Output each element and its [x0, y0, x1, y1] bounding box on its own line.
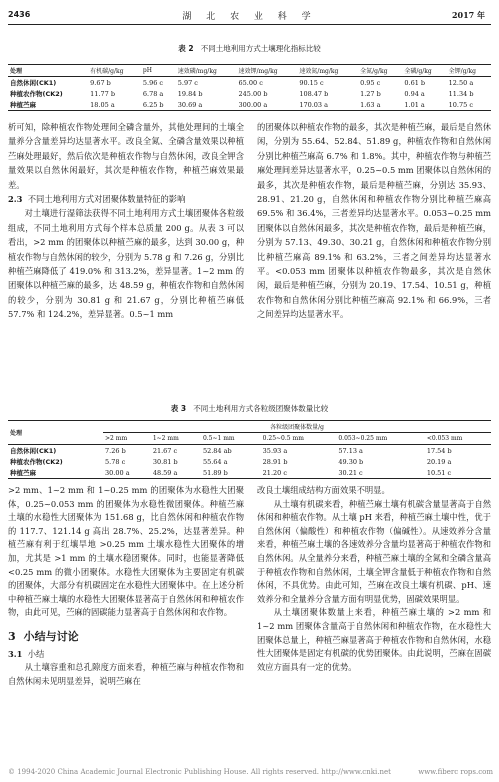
- table2-cell: 5.97 c: [177, 78, 198, 87]
- table3-header-cell: >2 mm: [105, 435, 128, 442]
- table-row: [8, 445, 491, 457]
- table3-cell: 21.20 c: [262, 468, 287, 477]
- chapter-title: 小结与讨论: [23, 629, 79, 643]
- table3-cell: 28.91 b: [262, 457, 288, 466]
- table2-header-cell: pH: [142, 67, 152, 74]
- table2-cell: 9.67 b: [90, 78, 111, 87]
- table2-header-cell: 速效氮/mg/kg: [299, 68, 339, 75]
- table2-cell: 0.94 a: [404, 89, 425, 98]
- table2-cell: 108.47 b: [299, 89, 329, 98]
- table2-cell: 1.63 a: [360, 100, 381, 109]
- table2-cell: 0.61 b: [404, 78, 426, 87]
- table3-caption-text: 不同土地利用方式各粒级团聚体数量比较: [193, 404, 329, 413]
- table3-cell: 20.19 a: [426, 457, 452, 466]
- table2-caption: [0, 43, 499, 54]
- table3-cell: 48.59 a: [152, 468, 178, 477]
- table2-header-cell: 有机碳/g/kg: [90, 68, 124, 75]
- chapter-number: 3: [8, 629, 16, 643]
- table3-header-cell: <0.053 mm: [426, 435, 463, 442]
- table2-cell: 65.00 c: [238, 78, 263, 87]
- table3-group-header: 各粒级团聚体数量/g: [103, 421, 491, 433]
- table2-cell: 19.84 b: [177, 89, 203, 98]
- table2-caption-number: 表 2: [178, 44, 194, 53]
- paragraph: 从土壤容重和总孔隙度方面来看，种植苎麻与种植农作物和自然休闲未见明显差异，说明苎麻在: [8, 662, 244, 686]
- table3-cell: 自然休闲(CK1): [10, 447, 57, 455]
- paragraph: 析可知，除种植农作物处理间全磷含量外，其他处理间的土壤全量养分含量差异均达显著水平。改良全氮、全磷含量效果以种植苎麻处理最好，然后依次是种植农作物与自然休闲，改良全钾含量效果以自然休闲最好，其次是种植农作物，种植苎麻效果最差。: [8, 122, 244, 190]
- table2-cell: 种植苎麻: [10, 101, 36, 109]
- table-row: [8, 456, 491, 467]
- table2: [8, 64, 491, 111]
- table2-header-cell: 处理: [10, 68, 23, 75]
- table3-cell: 55.64 a: [202, 457, 228, 466]
- table2-header-cell: 速效钾/mg/kg: [238, 68, 278, 75]
- table2-cell: 30.69 a: [177, 100, 203, 109]
- table3-cell: 35.93 a: [262, 446, 288, 455]
- table3-caption-number: 表 3: [170, 404, 187, 413]
- table3-cell: 种植农作物(CK2): [10, 458, 63, 466]
- table2-header-cell: 全钾/g/kg: [448, 68, 477, 75]
- table2-cell: 10.75 c: [448, 100, 473, 109]
- table3-caption: [0, 403, 499, 414]
- table3-cell: 30.00 a: [105, 468, 130, 477]
- table3-cell: 51.89 b: [202, 468, 228, 477]
- section-heading: [8, 192, 244, 206]
- table2-cell: 11.34 b: [448, 89, 474, 98]
- table2-header-cell: 全磷/g/kg: [404, 68, 432, 75]
- table2-header-cell: 速效磷/mg/kg: [177, 68, 217, 75]
- table2-cell: 0.95 c: [360, 78, 381, 87]
- subsection-title: 小结: [27, 648, 45, 659]
- copyright-watermark: © 1994-2020 China Academic Journal Electronic Publishing House. All rights reserved. http://www.cnki.net: [8, 768, 391, 776]
- table3-cell: 10.51 c: [426, 468, 452, 477]
- right-column-upper: [257, 120, 491, 322]
- table3-cell: 49.30 b: [338, 457, 364, 466]
- table2-cell: 种植农作物(CK2): [10, 90, 63, 98]
- table2-cell: 1.01 a: [404, 100, 425, 109]
- table2-cell: 自然休闲(CK1): [10, 79, 57, 87]
- table2-cell: 245.00 b: [238, 89, 268, 98]
- table2-cell: 6.78 a: [142, 89, 164, 98]
- section-number: 2.3: [8, 194, 23, 205]
- table2-cell: 300.00 a: [238, 100, 268, 109]
- table-row: [8, 88, 491, 99]
- section-title: 不同土地利用方式对团聚体数量特征的影响: [27, 194, 186, 205]
- table-row: [8, 77, 491, 89]
- paragraph: 的团聚体以种植农作物的最多，其次是种植苎麻，最后是自然休闲，分别为 55.64、52.84、51.89 g，种植农作物和自然休闲分别比种植苎麻高 6.7% 和 1.8%。其中，种植农作物与种植苎麻处理间差异达显著水平，0.25~0.5 mm 团聚体以自然休闲的最多，其次是种植农作物，最后是种植苎麻，分别达 35.93、28.91、21.20 g，自然休闲和种植农作物分别比种植苎麻高 69.5% 和 36.4%，三者差异均达显著水平。0.053~0.25 mm 团聚体以自然休闲最多，其次是种植农作物，最后是种植苎麻，分别为 57.13、49.30、30.21 g，自然休闲和种植农作物分别比种植苎麻高 89.1% 和 63.2%，三者之间差异均达显著水平。<0.053 mm 团聚体以种植农作物最多，其次是自然休闲，最后是种植苎麻，分别为 20.19、17.54、10.51 g，种植农作物和自然休闲分别比种植苎麻高 92.1% 和 66.9%，三者之间差异均达显著水平。: [257, 122, 491, 320]
- table2-cell: 170.03 a: [299, 100, 328, 109]
- table3: [8, 420, 491, 479]
- table2-caption-text: 不同土地利用方式土壤理化指标比较: [200, 44, 321, 53]
- table3-cell: 21.67 c: [152, 446, 178, 455]
- table2-cell: 11.77 b: [90, 89, 115, 98]
- table2-header-cell: 全氮/g/kg: [360, 68, 388, 75]
- table2-cell: 90.15 c: [299, 78, 324, 87]
- left-column-upper: [8, 120, 244, 322]
- table3-cell: 17.54 b: [426, 446, 452, 455]
- table3-cell: 30.81 b: [152, 457, 178, 466]
- table2-cell: 6.25 b: [142, 100, 164, 109]
- subsection-heading: [8, 648, 244, 662]
- paragraph: 从土壤有机碳来看，种植苎麻土壤有机碳含量显著高于自然休闲和种植农作物。从土壤 pH 来看，种植苎麻土壤中性，优于自然休闲（偏酸性）和种植农作物（偏碱性）。从速效养分含量来看，种植苎麻土壤的各速效养分含量均显著高于种植农作物和自然休闲。从全量养分来看，种植苎麻土壤的全氮和全磷含量高于种植农作物和自然休闲，土壤全钾含量低于种植农作物和自然休闲，不具优势。由此可知，苎麻在改良土壤有机碳、pH、速效养分和全量养分含量方面有明显优势，固碳效果明显。: [257, 498, 491, 604]
- paragraph: 从土壤团聚体数量上来看，种植苎麻土壤的 >2 mm 和 1~2 mm 团聚体含量高于自然休闲和种植农作物，在水稳性大团聚体总量上，种植苎麻显著高于种植农作物和自然休闲，水稳性大团聚体是固定有机碳的优势团聚体。由此说明，苎麻在固碳效应方面具有一定的优势。: [257, 607, 491, 672]
- page-number: 2436: [8, 10, 31, 19]
- left-column-lower: [8, 484, 244, 688]
- paragraph: 对土壤进行湿筛法获得不同土地利用方式土壤团聚体各粒级组成，不同土地利用方式每个样本总质量 200 g。从表 3 可以看出，>2 mm 的团聚体以种植苎麻的最多，达到 30.00 g，种植农作物与自然休闲的较少，分别为 5.78 g 和 7.26 g，分别比种植苎麻降低了 419.0% 和 313.2%，差异显著。1~2 mm 的团聚体以种植苎麻的最多，达 48.59 g，种植农作物和自然休闲的较少，分别为 30.81 g 和 21.67 g，分别比种植苎麻低 57.7% 和 124.2%，差异显著。0.5~1 mm: [8, 208, 244, 320]
- table3-header-cell: 处理: [10, 430, 23, 437]
- paragraph: >2 mm、1~2 mm 和 1~0.25 mm 的团聚体为水稳性大团聚体，0.25~0.053 mm 的团聚体为水稳性微团聚体。种植苎麻土壤的水稳性大团聚体为 151.68 g，比自然休闲和种植农作物的 117.7、121.14 g 高出 28.7%、25.2%，达显著差异。种植苎麻有利于红壤旱地 >0.25 mm 土壤水稳性大团聚体的增加，尤其是 >1 mm 的土壤水稳团聚体。同时，也能显著降低 <0.25 mm 的微小团聚体。水稳性大团聚体为主要固定有机碳的团聚体，大部分有机碳固定在水稳性大团聚体中。在上述分析中种植苎麻土壤的水稳性大团聚体显著高于自然休闲和种植农作物，由此可见，苎麻的固碳能力显著高于自然休闲和农作物。: [8, 485, 244, 618]
- table3-cell: 52.84 ab: [202, 446, 232, 455]
- right-column-lower: [257, 484, 491, 674]
- table3-cell: 30.21 c: [338, 468, 363, 477]
- table3-cell: 5.78 c: [105, 457, 126, 466]
- table3-cell: 57.13 a: [338, 446, 363, 455]
- table2-cell: 1.27 b: [360, 89, 381, 98]
- paragraph: 改良土壤组成结构方面效果不明显。: [257, 485, 390, 495]
- table2-cell: 18.05 a: [90, 100, 115, 109]
- table2-cell: 5.96 c: [142, 78, 164, 87]
- site-watermark: www.fiberc rops.com: [418, 768, 493, 776]
- table3-header-cell: 0.25~0.5 mm: [262, 435, 304, 442]
- table-row: [8, 99, 491, 111]
- table3-header-cell: 1~2 mm: [152, 435, 179, 442]
- subsection-number: 3.1: [8, 648, 23, 659]
- table3-header-cell: 0.053~0.25 mm: [338, 435, 388, 442]
- journal-year: 2017 年: [451, 10, 485, 20]
- table3-header-cell: 0.5~1 mm: [202, 435, 235, 442]
- chapter-heading: [8, 630, 244, 645]
- table3-cell: 7.26 b: [105, 446, 126, 455]
- header-rule: [8, 24, 491, 25]
- journal-title: 湖 北 农 业 科 学: [182, 12, 317, 22]
- table3-cell: 种植苎麻: [10, 469, 36, 477]
- table-row: [8, 467, 491, 479]
- table2-cell: 12.50 a: [448, 78, 474, 87]
